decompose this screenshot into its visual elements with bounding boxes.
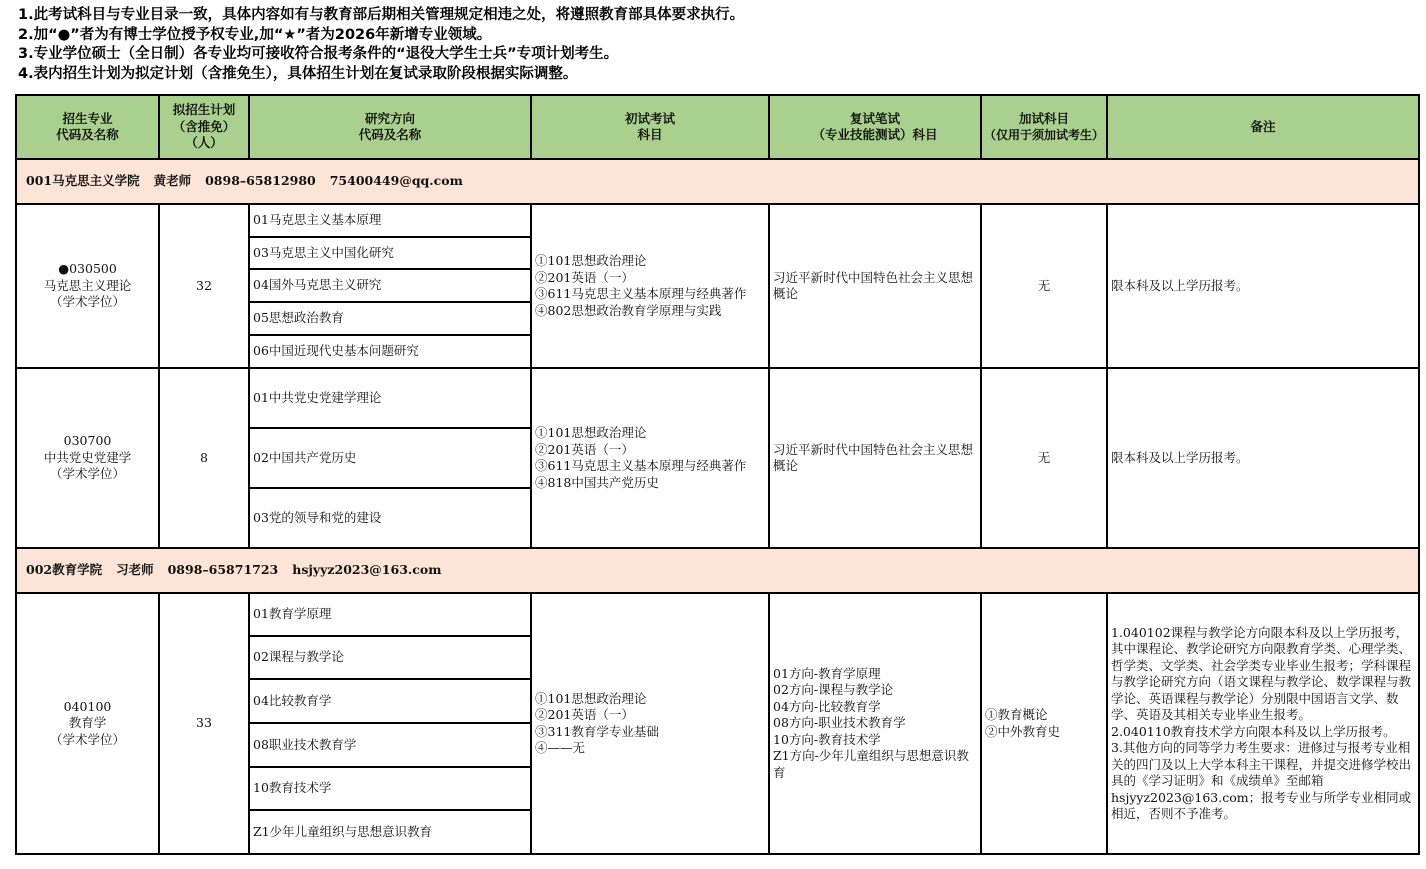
- header-extra: 加试科目 （仅用于须加试考生）: [981, 95, 1107, 159]
- note-3: 3.专业学位硕士（全日制）各专业均可接收符合报考条件的“退役大学生士兵”专项计划考生。: [18, 46, 619, 62]
- header-prelim: 初试考试 科目: [531, 95, 769, 159]
- prelim-cell: ①101思想政治理论 ②201英语（一） ③311教育学专业基础 ④——无: [531, 593, 769, 854]
- remark-cell: 1.040102课程与教学论方向限本科及以上学历报考，其中课程论、教学论研究方向限教育学类、心理学类、哲学类、文学类、社会学类专业毕业生报考；学科课程与教学论研究方向（语文课程与教学论、数学课程与教学论、英语课程与教学论）分别限中国语言文学、数学、英语及其相关专业毕业生报考。 2.040110教育技术学方向限本科及以上学历报考。 3.其他方向的同等学力考生要求：进修过与报考专业相关的四门及以上大学本科主干课程，并提交进修学校出具的《学习证明》和《成绩单》至邮箱hsjyyz2023@163.com；报考专业与所学专业相同或相近，否则不予准考。: [1107, 593, 1419, 854]
- remark-cell: 限本科及以上学历报考。: [1107, 368, 1419, 548]
- major-row-030700: [16, 368, 1419, 428]
- prelim-cell: ①101思想政治理论 ②201英语（一） ③611马克思主义基本原理与经典著作 ④802思想政治教育学原理与实践: [531, 204, 769, 368]
- note-4: 4.表内招生计划为拟定计划（含推免生），具体招生计划在复试录取阶段根据实际调整。: [18, 65, 578, 82]
- direction-item: 05思想政治教育: [249, 302, 531, 335]
- direction-item: 10教育技术学: [249, 767, 531, 810]
- plan-cell: 32: [159, 204, 249, 368]
- direction-item: Z1少年儿童组织与思想意识教育: [249, 810, 531, 854]
- note-1: 1.此考试科目与专业目录一致，具体内容如有与教育部后期相关管理规定相违之处，将遵照教育部具体要求执行。: [18, 7, 745, 23]
- header-row: [16, 95, 1419, 159]
- extra-cell: 无: [981, 368, 1107, 548]
- section-row-education: 002教育学院 习老师 0898–65871723 hsjyyz2023@163.com: [16, 548, 1419, 593]
- plan-cell: 8: [159, 368, 249, 548]
- major-cell: 040100 教育学 （学术学位）: [16, 593, 159, 854]
- major-cell: 030700 中共党史党建学 （学术学位）: [16, 368, 159, 548]
- retest-cell: 习近平新时代中国特色社会主义思想概论: [769, 368, 981, 548]
- section-row-marxism: 001马克思主义学院 黄老师 0898–65812980 75400449@qq.com: [16, 159, 1419, 204]
- retest-cell: 习近平新时代中国特色社会主义思想概论: [769, 204, 981, 368]
- direction-item: 01中共党史党建学理论: [249, 368, 531, 428]
- direction-item: 02课程与教学论: [249, 636, 531, 679]
- header-plan: 拟招生计划 （含推免） （人）: [159, 95, 249, 159]
- direction-item: 04比较教育学: [249, 679, 531, 723]
- remark-cell: 限本科及以上学历报考。: [1107, 204, 1419, 368]
- major-row-030500: [16, 204, 1419, 237]
- direction-item: 06中国近现代史基本问题研究: [249, 335, 531, 368]
- direction-item: 01教育学原理: [249, 593, 531, 636]
- note-2: 2.加“●”者为有博士学位授予权专业,加“★”者为2026年新增专业领域。: [18, 26, 492, 43]
- direction-item: 02中国共产党历史: [249, 428, 531, 488]
- header-remark: 备注: [1107, 95, 1419, 159]
- plan-cell: 33: [159, 593, 249, 854]
- major-row-040100: [16, 593, 1419, 636]
- direction-item: 04国外马克思主义研究: [249, 269, 531, 302]
- major-cell: ●030500 马克思主义理论 （学术学位）: [16, 204, 159, 368]
- notes-block: [18, 6, 744, 84]
- direction-item: 01马克思主义基本原理: [249, 204, 531, 237]
- extra-cell: 无: [981, 204, 1107, 368]
- direction-item: 03马克思主义中国化研究: [249, 237, 531, 269]
- direction-item: 03党的领导和党的建设: [249, 488, 531, 548]
- retest-cell: 01方向-教育学原理 02方向-课程与教学论 04方向-比较教育学 08方向-职业技术教育学 10方向-教育技术学 Z1方向-少年儿童组织与思想意识教育: [769, 593, 981, 854]
- header-retest: 复试笔试 （专业技能测试）科目: [769, 95, 981, 159]
- header-direction: 研究方向 代码及名称: [249, 95, 531, 159]
- direction-item: 08职业技术教育学: [249, 723, 531, 767]
- header-major: 招生专业 代码及名称: [16, 95, 159, 159]
- admissions-catalog-table: [15, 94, 1420, 855]
- extra-cell: ①教育概论 ②中外教育史: [981, 593, 1107, 854]
- prelim-cell: ①101思想政治理论 ②201英语（一） ③611马克思主义基本原理与经典著作 ④818中国共产党历史: [531, 368, 769, 548]
